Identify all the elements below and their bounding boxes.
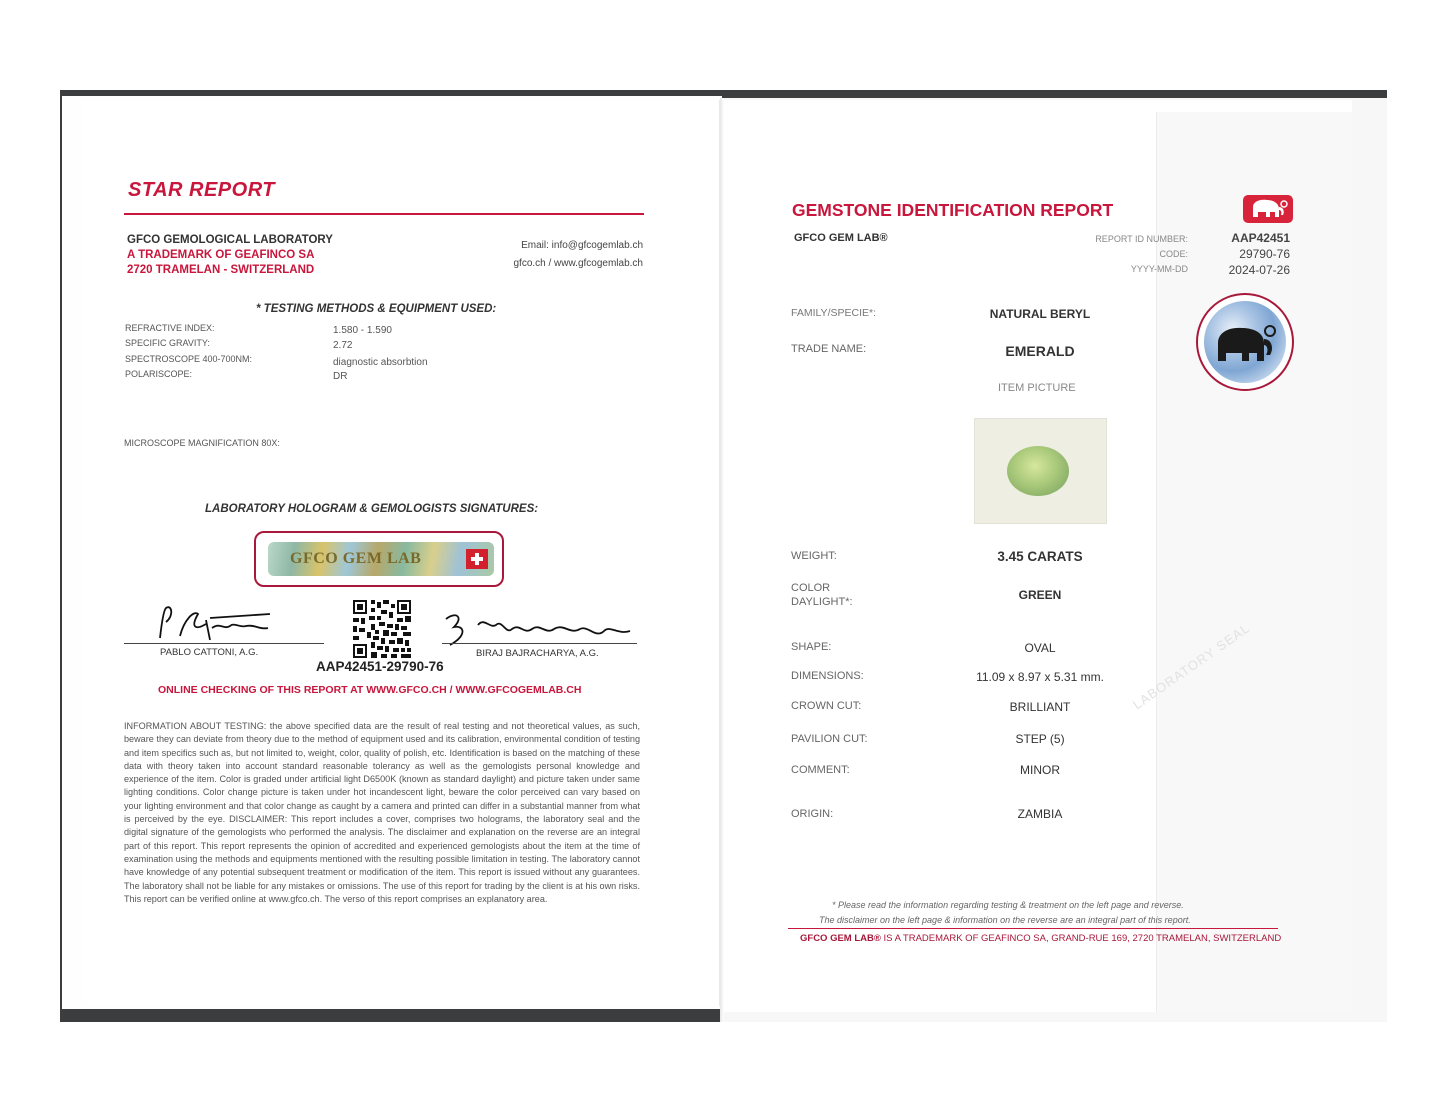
footer-rule [788, 928, 1278, 929]
swiss-cross-icon [466, 549, 488, 569]
footnote-disclaimer: The disclaimer on the left page & information on the reverse are an integral part of this report. [819, 915, 1191, 925]
hologram-frame [254, 531, 504, 587]
shape-label: SHAPE: [791, 641, 832, 653]
trade-name-label: TRADE NAME: [791, 343, 867, 355]
comment-label: COMMENT: [791, 764, 850, 776]
page-fold [720, 98, 724, 1022]
test-label: SPECTROSCOPE 400-700NM: [125, 354, 253, 364]
meta-label: REPORT ID NUMBER: [1095, 234, 1188, 244]
crown-cut-value: BRILLIANT [1009, 700, 1071, 714]
footer-trademark [800, 933, 1281, 944]
gemologist-name: BIRAJ BAJRACHARYA, A.G. [476, 648, 599, 659]
footnote-testing: * Please read the information regarding testing & treatment on the left page and reverse. [832, 900, 1184, 910]
family-label: FAMILY/SPECIE*: [791, 307, 876, 319]
qr-code-icon[interactable] [353, 600, 411, 658]
signature-line [442, 643, 637, 644]
hologram-heading: LABORATORY HOLOGRAM & GEMOLOGISTS SIGNATURES: [205, 503, 539, 515]
report-code: 29790-76 [1239, 247, 1290, 261]
laboratory-seal-watermark: LABORATORY SEAL [1130, 620, 1253, 713]
seal-hologram [1204, 301, 1286, 383]
lab-email: Email: info@gfcogemlab.ch [521, 240, 643, 251]
pavilion-cut-label: PAVILION CUT: [791, 733, 868, 745]
microscope-label: MICROSCOPE MAGNIFICATION 80X: [124, 438, 280, 448]
test-value: 1.580 - 1.590 [333, 325, 392, 336]
test-value: diagnostic absorbtion [333, 357, 428, 368]
test-label: SPECIFIC GRAVITY: [125, 338, 210, 348]
testing-information-text: INFORMATION ABOUT TESTING: the above specified data are the result of real testing and not theoretical values, as such, beware they can deviate from theory due to the method of equipment used and its calibration, environmental condition of testing and item specifics such as, but not limited to, weight, color, quality of polish, etc. Identification is based on the matching of these data with theory taken into account standard reasonable tolerancy as well as the gemologists personal knowledge and experience of the item. Color is graded under artificial light D6500K (known as standard daylight) and picture taken under same lighting conditions. Color change picture is taken under hot incandescent light, beware the color perceived can vary based on your lighting environment and that color change as caught by a camera and printed can differ in a substantial manner from what is perceived by the eye. DISCLAIMER: This report includes a cover, comprises two holograms, the laboratory seal and the digital signature of the gemologists who performed the analysis. The disclaimer and explanation on the reverse are an integral part of this report. This report represents the opinion of accredited and experienced gemologists about the item at the time of examination using the methods and equipments mentioned with the resulting possible limitation in testing. The laboratory cannot have knowledge of any potential subsequent treatment or modification of the item. This report is issued without any guarantees. The laboratory shall not be liable for any mistakes or omissions. The use of this report for trading by the client is at his own risks. This report can be verified online at www.gfco.ch. The verso of this report comprises an explanatory area. [124, 721, 640, 904]
gemologist-name: PABLO CATTONI, A.G. [160, 647, 259, 658]
hologram-sticker [268, 542, 494, 576]
dimensions-label: DIMENSIONS: [791, 670, 864, 682]
emerald-gem [1007, 446, 1069, 496]
shape-value: OVAL [1024, 641, 1056, 655]
color-daylight-label: DAYLIGHT*: [791, 596, 853, 608]
signature-line [124, 643, 324, 644]
test-value: DR [333, 371, 348, 382]
report-id-number: AAP42451 [1231, 231, 1290, 245]
lab-trademark: A TRADEMARK OF GEAFINCO SA [127, 249, 315, 261]
meta-label: YYYY-MM-DD [1130, 264, 1188, 274]
footer-brand: GFCO GEM LAB® [800, 933, 881, 944]
report-date: 2024-07-26 [1228, 263, 1290, 277]
trade-name-value: EMERALD [1005, 343, 1075, 359]
test-label: REFRACTIVE INDEX: [125, 323, 215, 333]
weight-value: 3.45 CARATS [997, 549, 1083, 564]
report-title: GEMSTONE IDENTIFICATION REPORT [792, 200, 1114, 220]
weight-label: WEIGHT: [791, 550, 837, 562]
item-picture-label: ITEM PICTURE [998, 382, 1076, 394]
lab-website: gfco.ch / www.gfcogemlab.ch [513, 258, 643, 269]
color-value: GREEN [1018, 588, 1062, 602]
online-check-link[interactable]: ONLINE CHECKING OF THIS REPORT AT WWW.GFCO.CH / WWW.GFCOGEMLAB.CH [158, 684, 582, 696]
lab-brand: GFCO GEM LAB® [794, 232, 888, 244]
report-reference-code: AAP42451-29790-76 [316, 659, 444, 674]
testing-methods-heading: * TESTING METHODS & EQUIPMENT USED: [256, 303, 497, 315]
test-label: POLARISCOPE: [125, 369, 193, 379]
elephant-logo-icon [1243, 195, 1293, 223]
title-rule [124, 213, 644, 215]
dimensions-value: 11.09 x 8.97 x 5.31 mm. [976, 670, 1104, 684]
footer-text: IS A TRADEMARK OF GEAFINCO SA, GRAND-RUE 169, 2720 TRAMELAN, SWITZERLAND [880, 933, 1282, 944]
item-picture [974, 418, 1107, 524]
origin-value: ZAMBIA [1017, 807, 1063, 821]
hologram-text: GFCO GEM LAB [290, 550, 422, 567]
star-report-title: STAR REPORT [128, 179, 275, 201]
lab-address: 2720 TRAMELAN - SWITZERLAND [127, 264, 315, 276]
test-value: 2.72 [333, 340, 353, 351]
family-value: NATURAL BERYL [989, 307, 1091, 321]
hologram-seal-icon [1196, 293, 1294, 391]
meta-label: CODE: [1159, 249, 1188, 259]
pavilion-cut-value: STEP (5) [1015, 732, 1065, 746]
comment-value: MINOR [1020, 763, 1060, 777]
lab-name: GFCO GEMOLOGICAL LABORATORY [127, 234, 333, 246]
signature-cattoni [150, 600, 290, 645]
crown-cut-label: CROWN CUT: [791, 700, 862, 712]
color-label: COLOR [791, 582, 831, 594]
origin-label: ORIGIN: [791, 808, 834, 820]
